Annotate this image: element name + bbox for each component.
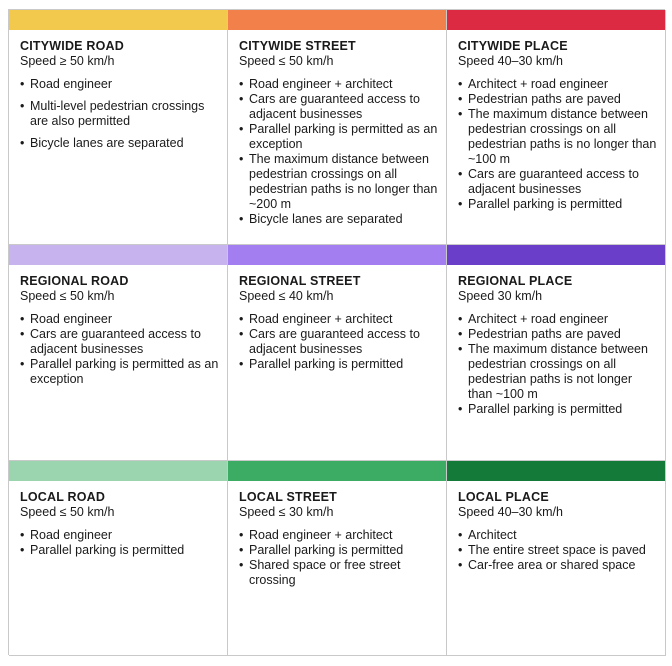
list-item: • Parallel parking is permitted xyxy=(458,197,657,212)
list-item: • Architect + road engineer xyxy=(458,312,657,327)
cell-citywide-road xyxy=(9,10,228,245)
list-item: • Bicycle lanes are separated xyxy=(20,136,219,151)
list-item: • Parallel parking is permitted xyxy=(458,402,657,417)
cell-speed: Speed ≥ 50 km/h xyxy=(20,54,115,68)
list-item: • The maximum distance between pedestrian crossings on all pedestrian paths is not longer than ~100 m xyxy=(458,342,657,402)
cell-title: REGIONAL STREET xyxy=(239,274,361,288)
list-item: • Shared space or free street crossing xyxy=(239,558,438,588)
list-item: • Parallel parking is permitted xyxy=(239,543,438,558)
cell-title: LOCAL ROAD xyxy=(20,490,106,504)
list-item: • Cars are guaranteed access to adjacent businesses xyxy=(20,327,219,357)
list-item: • Road engineer xyxy=(20,528,219,543)
color-bar xyxy=(228,10,446,30)
cell-title: CITYWIDE PLACE xyxy=(458,39,568,53)
list-item: • Architect xyxy=(458,528,657,543)
list-item: • Parallel parking is permitted xyxy=(239,357,438,372)
color-bar xyxy=(447,10,665,30)
requirements-list xyxy=(20,77,219,151)
street-typology-grid xyxy=(8,9,665,655)
cell-regional-street xyxy=(228,245,447,461)
list-item: • Cars are guaranteed access to adjacent businesses xyxy=(239,92,438,122)
list-item: • The maximum distance between pedestrian crossings on all pedestrian paths is no longer than ~200 m xyxy=(239,152,438,212)
cell-title: LOCAL PLACE xyxy=(458,490,549,504)
list-item: • The entire street space is paved xyxy=(458,543,657,558)
cell-citywide-street xyxy=(228,10,447,245)
cell-title: CITYWIDE ROAD xyxy=(20,39,124,53)
list-item: • Pedestrian paths are paved xyxy=(458,92,657,107)
cell-local-place xyxy=(447,461,666,656)
requirements-list xyxy=(239,312,438,372)
list-item: • Cars are guaranteed access to adjacent businesses xyxy=(239,327,438,357)
list-item: • Car-free area or shared space xyxy=(458,558,657,573)
list-item: • Pedestrian paths are paved xyxy=(458,327,657,342)
cell-speed: Speed 40–30 km/h xyxy=(458,54,563,68)
cell-regional-place xyxy=(447,245,666,461)
cell-local-street xyxy=(228,461,447,656)
list-item: • Multi-level pedestrian crossings are also permitted xyxy=(20,99,219,129)
list-item: • Bicycle lanes are separated xyxy=(239,212,438,227)
color-bar xyxy=(228,461,446,481)
list-item: • Road engineer xyxy=(20,312,219,327)
list-item: • Parallel parking is permitted as an exception xyxy=(20,357,219,387)
list-item: • Architect + road engineer xyxy=(458,77,657,92)
requirements-list xyxy=(239,77,438,227)
cell-regional-road xyxy=(9,245,228,461)
color-bar xyxy=(9,461,227,481)
cell-title: REGIONAL PLACE xyxy=(458,274,573,288)
cell-title: REGIONAL ROAD xyxy=(20,274,129,288)
list-item: • Road engineer xyxy=(20,77,219,92)
cell-speed: Speed ≤ 50 km/h xyxy=(239,54,334,68)
cell-title: CITYWIDE STREET xyxy=(239,39,356,53)
cell-title: LOCAL STREET xyxy=(239,490,338,504)
cell-speed: Speed 30 km/h xyxy=(458,289,543,303)
color-bar xyxy=(447,245,665,265)
color-bar xyxy=(228,245,446,265)
cell-local-road xyxy=(9,461,228,656)
list-item: • Parallel parking is permitted as an exception xyxy=(239,122,438,152)
cell-speed: Speed ≤ 40 km/h xyxy=(239,289,334,303)
cell-citywide-place xyxy=(447,10,666,245)
list-item: • Cars are guaranteed access to adjacent businesses xyxy=(458,167,657,197)
color-bar xyxy=(9,245,227,265)
color-bar xyxy=(447,461,665,481)
requirements-list xyxy=(458,77,657,212)
requirements-list xyxy=(239,528,438,588)
color-bar xyxy=(9,10,227,30)
list-item: • Road engineer + architect xyxy=(239,528,438,543)
cell-speed: Speed ≤ 50 km/h xyxy=(20,505,115,519)
list-item: • Parallel parking is permitted xyxy=(20,543,219,558)
requirements-list xyxy=(20,312,219,387)
list-item: • The maximum distance between pedestrian crossings on all pedestrian paths is no longer than ~100 m xyxy=(458,107,657,167)
cell-speed: Speed 40–30 km/h xyxy=(458,505,563,519)
list-item: • Road engineer + architect xyxy=(239,77,438,92)
requirements-list xyxy=(20,528,219,558)
list-item: • Road engineer + architect xyxy=(239,312,438,327)
cell-speed: Speed ≤ 30 km/h xyxy=(239,505,334,519)
requirements-list xyxy=(458,312,657,417)
requirements-list xyxy=(458,528,657,573)
cell-speed: Speed ≤ 50 km/h xyxy=(20,289,115,303)
